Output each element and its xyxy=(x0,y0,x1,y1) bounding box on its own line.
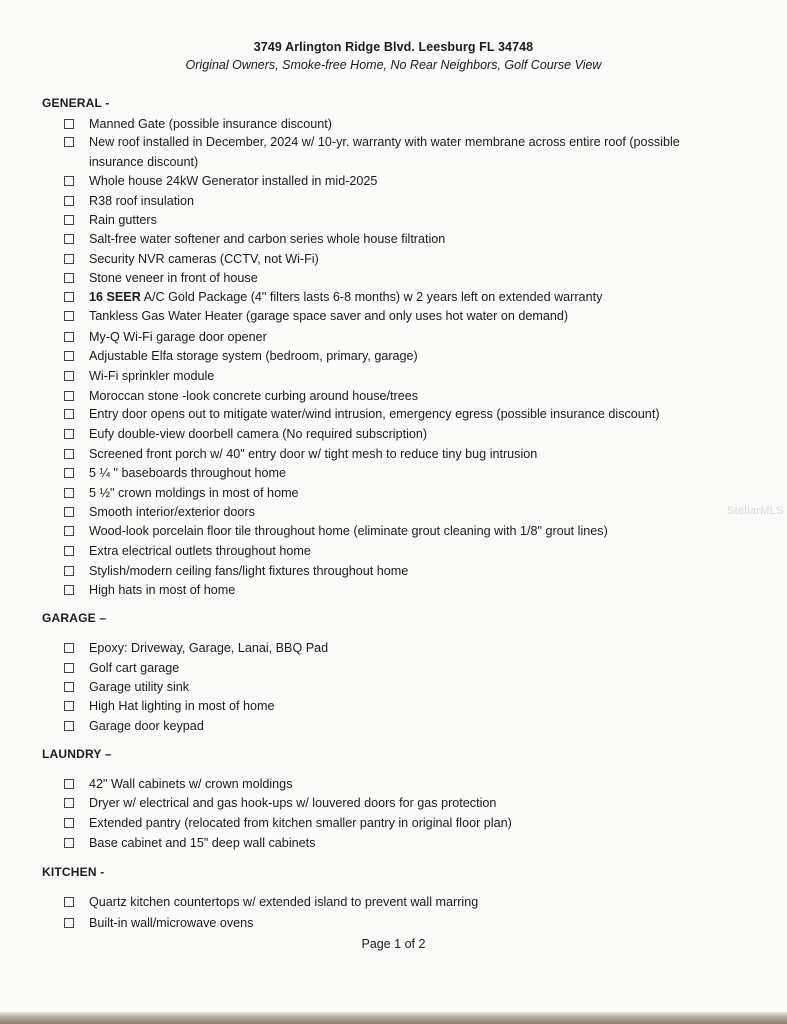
watermark: StellarMLS xyxy=(727,505,784,517)
checkbox-icon[interactable] xyxy=(64,838,74,848)
checkbox-icon[interactable] xyxy=(64,196,74,206)
checkbox-icon[interactable] xyxy=(64,643,74,653)
property-address-title: 3749 Arlington Ridge Blvd. Leesburg FL 34748 xyxy=(253,40,534,54)
checkbox-icon[interactable] xyxy=(64,332,74,342)
section-heading-garage: GARAGE – xyxy=(42,611,107,625)
checkbox-icon[interactable] xyxy=(64,311,74,321)
section-heading-general: GENERAL - xyxy=(42,96,110,110)
checkbox-icon[interactable] xyxy=(64,409,74,419)
checkbox-icon[interactable] xyxy=(64,371,74,381)
checkbox-icon[interactable] xyxy=(64,449,74,459)
checkbox-icon[interactable] xyxy=(64,351,74,361)
checkbox-icon[interactable] xyxy=(64,137,74,147)
checkbox-icon[interactable] xyxy=(64,798,74,808)
checkbox-icon[interactable] xyxy=(64,918,74,928)
checkbox-icon[interactable] xyxy=(64,429,74,439)
checkbox-icon[interactable] xyxy=(64,292,74,302)
checkbox-icon[interactable] xyxy=(64,721,74,731)
checkbox-icon[interactable] xyxy=(64,119,74,129)
checkbox-icon[interactable] xyxy=(64,254,74,264)
checkbox-icon[interactable] xyxy=(64,546,74,556)
checkbox-icon[interactable] xyxy=(64,818,74,828)
page-number: Page 1 of 2 xyxy=(361,937,426,951)
section-heading-kitchen: KITCHEN - xyxy=(42,865,105,879)
scan-edge xyxy=(0,1012,787,1024)
checkbox-icon[interactable] xyxy=(64,526,74,536)
checkbox-icon[interactable] xyxy=(64,176,74,186)
checkbox-icon[interactable] xyxy=(64,507,74,517)
checkbox-icon[interactable] xyxy=(64,215,74,225)
checkbox-icon[interactable] xyxy=(64,897,74,907)
checkbox-icon[interactable] xyxy=(64,779,74,789)
checkbox-icon[interactable] xyxy=(64,273,74,283)
checkbox-icon[interactable] xyxy=(64,468,74,478)
checkbox-icon[interactable] xyxy=(64,682,74,692)
property-subtitle: Original Owners, Smoke-free Home, No Rear Neighbors, Golf Course View xyxy=(185,58,602,72)
checkbox-icon[interactable] xyxy=(64,391,74,401)
checkbox-icon[interactable] xyxy=(64,585,74,595)
document-page: 3749 Arlington Ridge Blvd. Leesburg FL 34748 Original Owners, Smoke-free Home, No Rear Neighbors, Golf Course View GENERAL - Manned Gate (possible insurance discount) New roof installed in December, 2024 w/ 10-yr. warranty with water membrane across entire roof (possible insurance discount) Whole house 24kW Generator installed in mid-2025 R38 roof insulation Rain gutters Salt-free water softener and carbon series whole house filtration Security NVR cameras (CCTV, not Wi-Fi) Stone veneer in front of house 16 SEER A/C Gold Package (4" filters lasts 6-8 months) w 2 years left on extended warranty Tankless Gas Water Heater (garage space saver and only uses hot water on demand) My-Q Wi-Fi garage door opener Adjustable Elfa storage system (bedroom, primary, garage) Wi-Fi sprinkler module Moroccan stone -look concrete curbing around house/trees Entry door opens out to mitigate water/wind intrusion, emergency egress (possible insurance discount) Eufy double-view doorbell camera (No required subscription) Screened front porch w/ 40" entry door w/ tight mesh to reduce tiny bug intrusion 5 ¼ " baseboards throughout home 5 ½" crown moldings in most of home Smooth interior/exterior doors Wood-look porcelain floor tile throughout home (eliminate grout cleaning with 1/8" grout lines) Extra electrical outlets throughout home Stylish/modern ceiling fans/light fixtures throughout home High hats in most of home GARAGE – Epoxy: Driveway, Garage, Lanai, BBQ Pad Golf cart garage Garage utility sink High Hat lighting in most of home Garage door keypad LAUNDRY – 42" Wall cabinets w/ crown moldings Dryer w/ electrical and gas hook-ups w/ louvered doors for gas protection Extended pantry (relocated from kitchen smaller pantry in original floor plan) Base cabinet and 15" deep wall cabinets KITCHEN - Quartz kitchen countertops w/ extended island to prevent wall marring Built-in wall/microwave ovens Page 1 of 2 StellarMLS xyxy=(0,0,787,1024)
section-heading-laundry: LAUNDRY – xyxy=(42,747,112,761)
checkbox-icon[interactable] xyxy=(64,488,74,498)
checkbox-icon[interactable] xyxy=(64,566,74,576)
checkbox-icon[interactable] xyxy=(64,234,74,244)
checkbox-icon[interactable] xyxy=(64,663,74,673)
checkbox-icon[interactable] xyxy=(64,701,74,711)
